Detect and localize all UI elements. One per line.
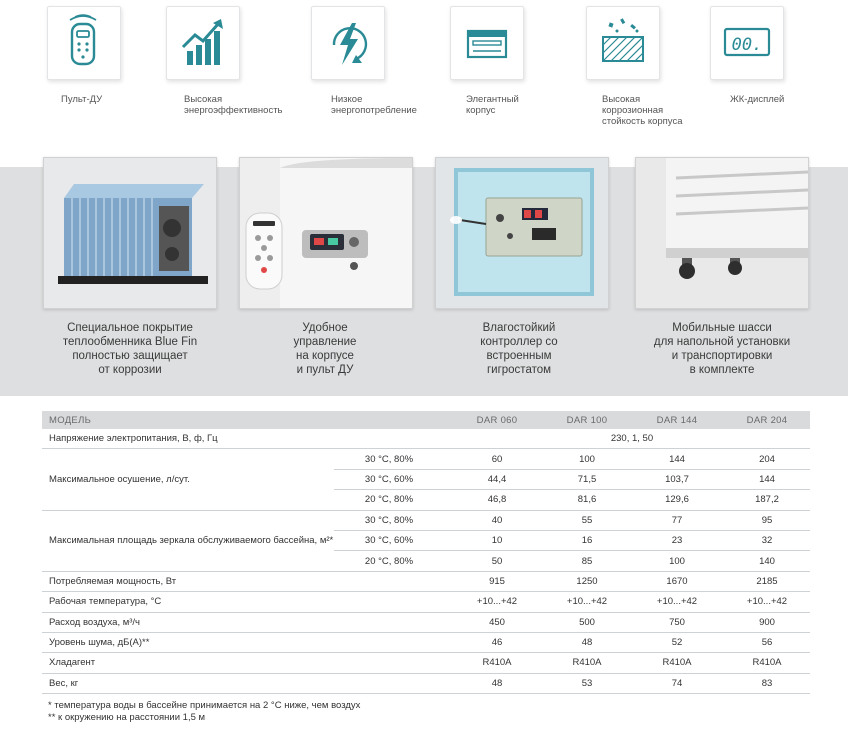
model-column-header: DAR 204	[746, 414, 788, 426]
controller-photo	[435, 157, 609, 309]
row-label: Хладагент	[49, 657, 96, 669]
table-row	[334, 531, 810, 551]
table-header-row	[42, 411, 810, 429]
row-value: 50	[491, 555, 503, 567]
lcd-display-text: 00.	[731, 35, 763, 55]
row-value: 144	[759, 473, 775, 485]
lcd-display-icon	[710, 6, 784, 80]
photo-caption: Удобное управление на корпусе и пульт ДУ	[293, 322, 357, 376]
feature-elegant-case	[450, 6, 590, 116]
model-column-header: DAR 144	[656, 414, 698, 426]
table-row	[42, 633, 810, 653]
row-value: 140	[759, 555, 775, 567]
feature-icons-row	[0, 0, 848, 140]
row-value: 53	[581, 677, 593, 689]
pool-area-group	[42, 511, 810, 572]
row-value: 48	[491, 677, 503, 689]
footnote: * температура воды в бассейне принимается на 2 °С ниже, чем воздух	[48, 700, 361, 711]
row-value: 44,4	[487, 473, 507, 485]
footnote: ** к окружению на расстоянии 1,5 м	[48, 712, 206, 723]
row-value: 40	[491, 514, 503, 526]
row-value: 83	[761, 677, 773, 689]
row-value: 60	[491, 453, 503, 465]
dehumidification-group	[42, 449, 810, 510]
table-row	[42, 551, 810, 571]
row-value: 32	[761, 535, 773, 547]
row-label: Напряжение электропитания, В, ф, Гц	[49, 433, 218, 445]
row-value: 1670	[666, 575, 688, 587]
heat-exchanger-photo	[43, 157, 217, 309]
row-label: Максимальное осушение, л/сут.	[49, 473, 190, 485]
row-value: 55	[581, 514, 593, 526]
row-value: 750	[669, 616, 685, 628]
table-row	[42, 490, 810, 510]
row-value: 77	[671, 514, 683, 526]
row-value: 187,2	[755, 494, 779, 506]
specifications-table	[42, 411, 810, 694]
table-row	[42, 429, 810, 449]
row-value: 230, 1, 50	[610, 433, 654, 445]
table-row	[42, 653, 810, 673]
row-value: +10...+42	[566, 596, 608, 608]
row-value: 204	[759, 453, 775, 465]
row-value: 915	[489, 575, 505, 587]
feature-label: ЖК-дисплей	[730, 94, 785, 105]
row-label: Максимальная площадь зеркала обслуживаемого бассейна, м²*	[49, 535, 334, 547]
table-row	[334, 511, 810, 531]
feature-corrosion	[586, 6, 726, 127]
row-value: 900	[759, 616, 775, 628]
row-value: 23	[671, 535, 683, 547]
condition-label: 30 °С, 60%	[364, 535, 414, 547]
feature-efficiency	[166, 6, 306, 116]
row-value: 103,7	[665, 473, 689, 485]
row-value: +10...+42	[476, 596, 518, 608]
feature-label: Элегантный корпус	[466, 94, 519, 116]
row-value: 144	[669, 453, 685, 465]
table-row	[334, 449, 810, 469]
feature-label: Пульт-ДУ	[61, 94, 103, 105]
remote-control-icon	[47, 6, 121, 80]
model-column-header: DAR 060	[476, 414, 518, 426]
growth-chart-icon	[166, 6, 240, 80]
condition-label: 30 °С, 60%	[364, 473, 414, 485]
row-value: 2185	[756, 575, 778, 587]
row-value: 52	[671, 637, 683, 649]
row-label: Потребляемая мощность, Вт	[49, 575, 177, 587]
control-panel-photo	[239, 157, 413, 309]
row-value: 100	[669, 555, 685, 567]
row-value: R410A	[752, 657, 782, 669]
corrosion-resistance-icon	[586, 6, 660, 80]
row-value: 100	[579, 453, 595, 465]
feature-lcd	[710, 6, 848, 105]
lightning-icon	[311, 6, 385, 80]
row-value: 10	[491, 535, 503, 547]
table-row	[42, 613, 810, 633]
feature-low-power	[311, 6, 451, 116]
row-value: 85	[581, 555, 593, 567]
row-value: 500	[579, 616, 595, 628]
condition-label: 20 °С, 80%	[364, 555, 414, 567]
row-value: +10...+42	[746, 596, 788, 608]
row-value: 46	[491, 637, 503, 649]
footnotes	[48, 700, 360, 724]
row-value: 129,6	[665, 494, 689, 506]
row-value: 450	[489, 616, 505, 628]
row-value: R410A	[662, 657, 692, 669]
mobile-chassis-photo	[635, 157, 809, 309]
row-value: 71,5	[577, 473, 597, 485]
elegant-case-icon	[450, 6, 524, 80]
row-label: Вес, кг	[49, 677, 79, 689]
row-value: 81,6	[577, 494, 597, 506]
feature-label: Высокая коррозионная стойкость корпуса	[602, 94, 683, 127]
photo-caption: Влагостойкий контроллер со встроенным гигростатом	[480, 322, 558, 376]
table-row	[42, 674, 810, 694]
row-value: 95	[761, 514, 773, 526]
condition-label: 20 °С, 80%	[364, 494, 414, 506]
row-value: R410A	[572, 657, 602, 669]
photo-caption: Мобильные шасси для напольной установки и транспортировки в комплекте	[653, 322, 791, 376]
row-value: 74	[671, 677, 683, 689]
table-row	[42, 592, 810, 612]
row-value: 16	[581, 535, 593, 547]
model-column-header: DAR 100	[566, 414, 608, 426]
model-header: МОДЕЛЬ	[49, 414, 92, 426]
row-label: Расход воздуха, м³/ч	[49, 616, 141, 628]
photo-caption: Специальное покрытие теплообменника Blue Fin полностью защищает от коррозии	[62, 322, 198, 376]
row-value: 56	[761, 637, 773, 649]
feature-label: Низкое энергопотребление	[331, 94, 417, 116]
table-row	[42, 572, 810, 592]
feature-label: Высокая энергоэффективность	[184, 94, 283, 116]
condition-label: 30 °С, 80%	[364, 514, 414, 526]
table-row	[334, 470, 810, 490]
row-label: Уровень шума, дБ(А)**	[49, 637, 150, 649]
row-value: 48	[581, 637, 593, 649]
row-label: Рабочая температура, °С	[49, 596, 162, 608]
row-value: 1250	[576, 575, 598, 587]
row-value: R410A	[482, 657, 512, 669]
row-value: 46,8	[487, 494, 507, 506]
condition-label: 30 °С, 80%	[364, 453, 414, 465]
row-value: +10...+42	[656, 596, 698, 608]
